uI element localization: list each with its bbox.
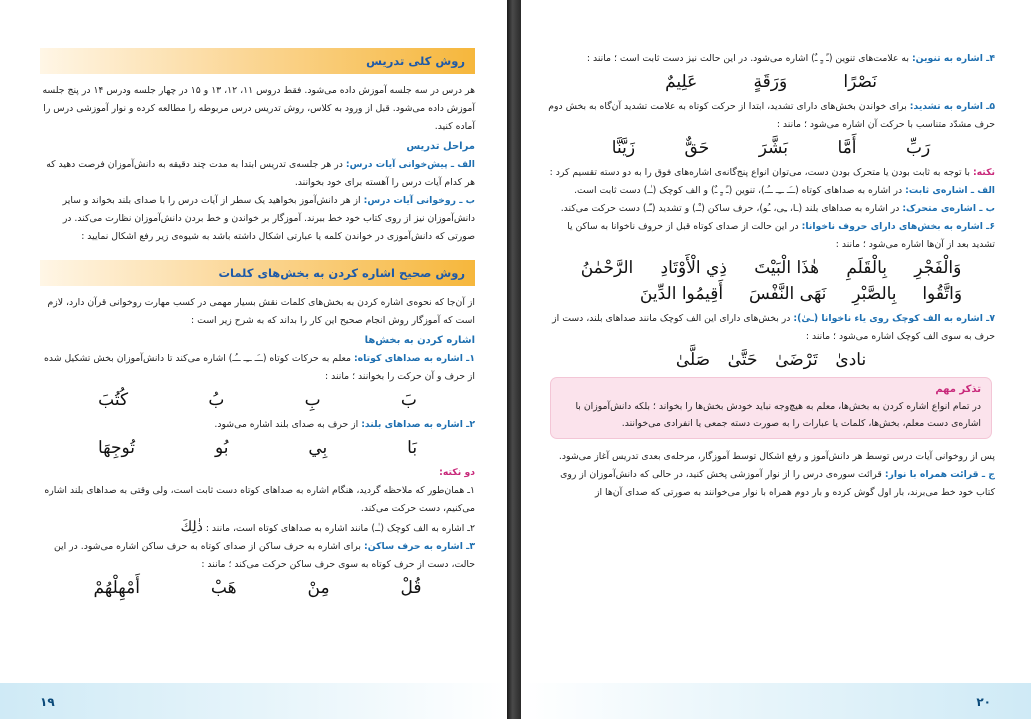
example-word: بَ: [400, 390, 417, 410]
item3-label: ۳ـ اشاره به حرف ساکن:: [363, 541, 475, 552]
example-word: ذِي الْأَوْتَادِ: [660, 258, 727, 278]
item1-label: ۱ـ اشاره به صداهای کوتاه:: [353, 353, 475, 364]
item5-label: ۵ـ اشاره به تشدید:: [909, 101, 995, 112]
example-word: بَشَّرَ: [758, 138, 789, 158]
example-word: بِالصَّبْرِ: [852, 284, 897, 304]
after-text: پس از روخوانی آیات درس توسط هر دانش‌آموز و رفع اشکال توسط آموزگار، مرحله‌ی بعدی تدریس آغاز می‌شود.: [558, 451, 995, 462]
example-word: نَهَى النَّفْسَ: [748, 284, 827, 304]
item1: [40, 350, 475, 386]
example-word: تُوجِهَا: [98, 438, 136, 458]
example-word: نادىٰ: [835, 350, 867, 370]
step-c-label: ج ـ قرائت همراه با نوار:: [884, 469, 995, 480]
note2-text: ۲ـ اشاره به الف کوچک (ـٰـ) مانند اشاره به صداهای کوتاه است، مانند :: [205, 523, 475, 534]
item6-label: ۶ـ اشاره به بخش‌های دارای حروف ناخوانا:: [801, 221, 995, 232]
example-word: قُلْ: [400, 578, 422, 598]
step-b-label: ب ـ روخوانی آیات درس:: [363, 195, 475, 206]
item2: [40, 416, 475, 434]
section-title-general-teaching: روش کلی تدریس: [40, 48, 475, 74]
item3: [40, 538, 475, 574]
item6-examples-row1: [547, 258, 995, 278]
subhead-teaching-stages: مراحل تدریس: [406, 141, 475, 152]
subhead-pointing-parts: اشاره کردن به بخش‌ها: [364, 335, 475, 346]
fixed-pointing-label: الف ـ اشاره‌ی ثابت:: [905, 185, 995, 196]
example-word: كُتُبَ: [98, 390, 129, 410]
note2: [40, 518, 475, 538]
book-spine: [507, 0, 521, 719]
nokteh: [547, 164, 995, 182]
right-page: [521, 0, 1031, 719]
step-a-text: در هر جلسه‌ی تدریس ابتدا به مدت چند دقیقه به دانش‌آموزان فرصت دهید که هر کدام آیات درس را آهسته برای خود بخوانند.: [46, 159, 475, 188]
right-footer-bar: [521, 683, 1031, 719]
example-word: عَلِيمٌ: [665, 72, 698, 92]
item1-text: معلم به حرکات کوتاه (ــَـ ــِـ ــُـ) اشاره می‌کند تا دانش‌آموزان بخش تشکیل شده از حرف و آن حرکت را بخوانند ؛ مانند :: [44, 353, 475, 382]
two-notes-label: دو نکته:: [439, 467, 475, 478]
left-page-content: [40, 42, 475, 669]
item3-examples: [40, 578, 475, 598]
left-footer-bar: [0, 683, 507, 719]
important-reminder-box: [551, 378, 991, 438]
item5: [547, 98, 995, 134]
nokteh-label: نکته:: [972, 167, 995, 178]
moving-pointing-label: ب ـ اشاره‌ی متحرک:: [902, 203, 995, 214]
example-word: هَبْ: [210, 578, 237, 598]
step-c-text: قرائت سوره‌ی درس را از نوار آموزشی پخش کنید، در حالی که دانش‌آموزان از روی کتاب خود خط می‌برند، بار اول گوش کرده و بار دوم همراه با نوار می‌خوانند به صورتی که صدای آن‌ها از: [560, 469, 995, 498]
example-word: هٰذَا الْبَيْتَ: [754, 258, 820, 278]
item7: [547, 310, 995, 346]
example-word: صَلَّىٰ: [675, 350, 711, 370]
example-word: أَمْهِلْهُمْ: [93, 578, 140, 598]
right-page-content: [547, 50, 995, 669]
moving-pointing: [547, 200, 995, 218]
item7-label: ۷ـ اشاره به الف کوچک روی یاء ناخوانا (ـىٰ):: [793, 313, 995, 324]
step-b-text: از هر دانش‌آموز بخواهید یک سطر از آیات درس را با صدای بلند بخواند و سایر دانش‌آموزان نیز از روی کتاب خود خط ببرند. آموزگار بر خواندن و خط بردن دانش‌آموزان نظارت می‌کند. در صورتی که دانش‌آموزی در خواندن کلمه یا عبارتی اشکال داشته باشد به شیوه‌ی زیر رفع اشکال نمایید :: [62, 195, 475, 242]
item2-text: از حرف به صدای بلند اشاره می‌شود.: [214, 419, 359, 430]
example-word: بِالْقَلَمِ: [846, 258, 887, 278]
item5-text: برای خواندن بخش‌های دارای تشدید، ابتدا از حرکت کوتاه به علامت تشدید آن‌گاه به بخش دوم حرف مشدّد متناسب با حرکت آن اشاره می‌شود ؛ مانند :: [548, 101, 995, 130]
left-page: [0, 0, 507, 719]
example-word: الرَّحْمٰنُ: [580, 258, 634, 278]
example-word: وَالْفَجْرِ: [914, 258, 962, 278]
reminder-text: در تمام انواع اشاره کردن به بخش‌ها، معلم به هیچ‌وجه نباید خودش بخش‌ها را بخواند ؛ بلکه دانش‌آموزان با اشاره‌ی دست معلم، بخش‌ها، کلمات یا عبارات را به صورت دسته جمعی یا انفرادی می‌خوانند.: [575, 401, 981, 429]
item4-text: به علامت‌های تنوین (ـً ـٍ ـٌ) اشاره می‌شود. در این حالت نیز دست ثابت است ؛ مانند :: [586, 53, 909, 64]
item1-examples: [40, 390, 475, 410]
section1-intro: هر درس در سه جلسه آموزش داده می‌شود. فقط دروس ۱۱، ۱۲، ۱۳ و ۱۵ در چهار جلسه ودرس ۱۴ در پنج جلسه آموزش داده می‌شود. قبل از ورود به کلاس، روش تدریس درس مربوطه را مطالعه کرده و نوار آموزشی درس را آماده کنید.: [42, 85, 475, 132]
item3-text: برای اشاره به حرف ساکن از صدای کوتاه به حرف ساکن اشاره می‌شود. در این حالت، دست از حرف کوتاه به سوی حرف ساکن حرکت می‌کند ؛ مانند :: [53, 541, 475, 570]
step-a-label: الف ـ پیش‌خوانی آیات درس:: [345, 159, 475, 170]
nokteh-text: با توجه به ثابت بودن یا متحرک بودن دست، می‌توان انواع پنج‌گانه‌ی اشاره‌های فوق را به دو دسته تقسیم کرد :: [549, 167, 970, 178]
item7-text: در بخش‌های دارای این الف کوچک مانند صداهای بلند، دست از حرف به سوی الف کوچک اشاره می‌شود ؛ مانند :: [552, 313, 995, 342]
item5-examples: [547, 138, 995, 158]
note1: ۱ـ همان‌طور که ملاحظه گردید، هنگام اشاره به صداهای کوتاه دست ثابت است، ولی وقتی به صداهای بلند اشاره می‌کنیم، دست حرکت می‌کند.: [44, 485, 475, 514]
reminder-title: تذکر مهم: [935, 384, 981, 395]
example-word: وَاتَّقُوا: [922, 284, 963, 304]
example-word: نَصْرًا: [843, 72, 877, 92]
fixed-pointing-text: در اشاره به صداهای کوتاه (ــَـ ــِـ ــُـ)، تنوین (ـً ـٍ ـٌ) و الف کوچک (ـٰـ) دست ثابت است.: [574, 185, 903, 196]
example-word: حَتَّىٰ: [727, 350, 758, 370]
moving-pointing-text: در اشاره به صداهای بلند (ـا، ـِی، ـُو)، حرف ساکن (ـْـ) و تشدید (ـّـ) دست حرکت می‌کند.: [560, 203, 900, 214]
example-word: مِنْ: [307, 578, 330, 598]
note2-word: ذٰلِكَ: [180, 519, 203, 535]
item4-examples: [547, 72, 995, 92]
example-word: تَرْضَىٰ: [775, 350, 818, 370]
item2-examples: [40, 438, 475, 458]
example-word: بُ: [208, 390, 225, 410]
item2-label: ۲ـ اشاره به صداهای بلند:: [361, 419, 475, 430]
example-word: بَا: [407, 438, 418, 458]
item6-examples-row2: [547, 284, 995, 304]
example-word: حَقٌّ: [684, 138, 710, 158]
item6-text: در این حالت از صدای کوتاه قبل از حروف ناخوانا به ساکن یا تشدید بعد از آن‌ها اشاره می‌شود ؛ مانند :: [567, 221, 995, 250]
example-word: بُو: [214, 438, 229, 458]
example-word: وَرَقَةٍ: [753, 72, 788, 92]
example-word: رَبِّ: [906, 138, 931, 158]
step-b: [40, 192, 475, 246]
item6: [547, 218, 995, 254]
page-number: ۱۹: [40, 695, 55, 709]
example-word: بِي: [308, 438, 328, 458]
page-number: ۲۰: [976, 695, 991, 709]
example-word: أَمَّا: [837, 138, 857, 158]
item4-label: ۴ـ اشاره به تنوین:: [911, 53, 995, 64]
step-c: [547, 466, 995, 502]
item7-examples: [547, 350, 995, 370]
example-word: بِ: [304, 390, 321, 410]
item4: [547, 50, 995, 68]
step-a: [40, 156, 475, 192]
example-word: زَيَّنَّا: [611, 138, 636, 158]
example-word: أَقِيمُوا الدِّينَ: [639, 284, 724, 304]
section2-intro: از آن‌جا که نحوه‌ی اشاره کردن به بخش‌های کلمات نقش بسیار مهمی در کسب مهارت روخوانی قرآن دارد، لازم است که آموزگار روش انجام صحیح این کار را بداند که به شرح زیر است :: [47, 297, 475, 326]
section-title-pointing: روش صحیح اشاره کردن به بخش‌های کلمات: [40, 260, 475, 286]
fixed-pointing: [547, 182, 995, 200]
